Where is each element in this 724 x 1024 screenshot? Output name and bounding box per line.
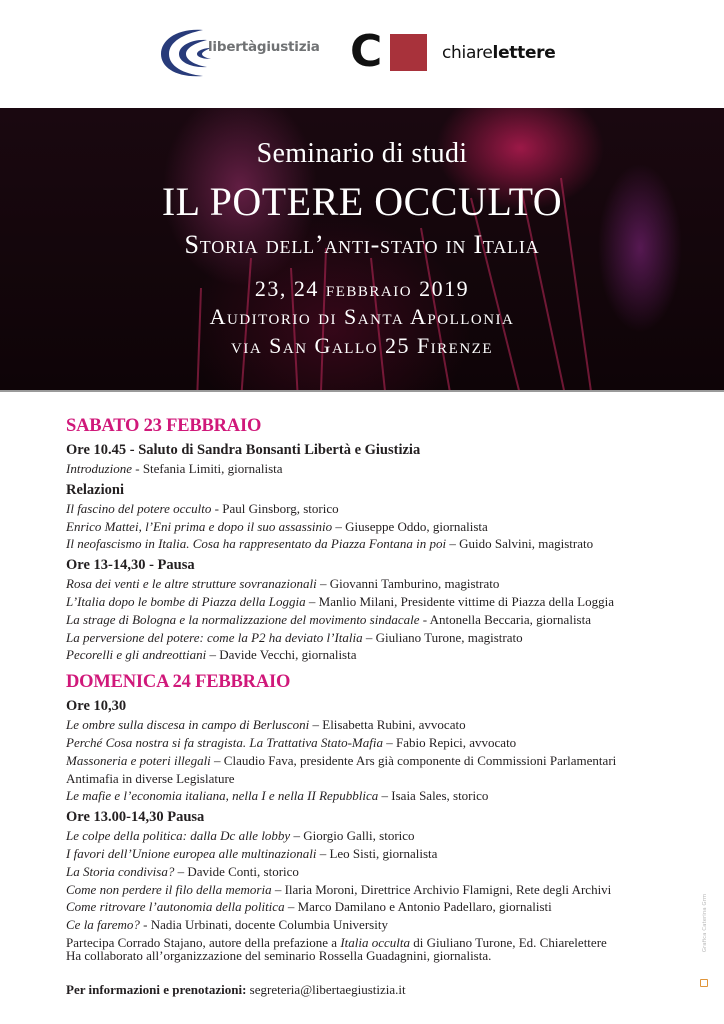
designer-logo-icon <box>700 979 708 987</box>
chiarelettere-square-icon <box>390 34 427 71</box>
chiarelettere-wordmark: chiarelettere <box>442 43 556 63</box>
program-closing-note: Partecipa Corrado Stajano, autore della prefazione a Italia occulta di Giuliano Turone, Ed. Chiarelettere <box>66 934 607 950</box>
program-item: Rosa dei venti e le altre strutture sovranazionali – Giovanni Tamburino, magistrato <box>66 576 500 592</box>
program-item: La perversione del potere: come la P2 ha deviato l’Italia – Giuliano Turone, magistrato <box>66 629 523 645</box>
libertagiustizia-wordmark: libertàgiustizia <box>208 39 320 55</box>
hero-banner <box>0 108 724 390</box>
libertagiustizia-logo <box>157 26 337 80</box>
program-item: La strage di Bologna e la normalizzazione del movimento sindacale - Antonella Beccaria, giornalista <box>66 611 591 627</box>
slot-heading: Ore 13.00-14,30 Pausa <box>66 809 205 826</box>
chiarelettere-mark: C <box>350 26 381 77</box>
program-item: Come non perdere il filo della memoria – Ilaria Moroni, Direttrice Archivio Flamigni, Rete degli Archivi <box>66 881 612 897</box>
event-subtitle: Storia dell’anti-stato in Italia <box>184 230 540 259</box>
day-heading-sunday: DOMENICA 24 FEBBRAIO <box>66 672 291 693</box>
program-item: Ce la faremo? - Nadia Urbinati, docente Columbia University <box>66 917 388 933</box>
slot-heading: Ore 13-14,30 - Pausa <box>66 557 195 574</box>
contact-label: Per informazioni e prenotazioni: <box>66 982 247 997</box>
program-item: Le ombre sulla discesa in campo di Berlusconi – Elisabetta Rubini, avvocato <box>66 717 466 733</box>
program-item: Le mafie e l’economia italiana, nella I e nella II Repubblica – Isaia Sales, storico <box>66 788 489 804</box>
event-venue: Auditorio di Santa Apollonia <box>209 304 515 329</box>
program-item: Come ritrovare l’autonomia della politica – Marco Damilano e Antonio Padellaro, giornalisti <box>66 899 552 915</box>
program-item: I favori dell’Unione europea alle multinazionali – Leo Sisti, giornalista <box>66 845 438 861</box>
design-credit-text: Grafica Caterina Grm <box>702 893 708 953</box>
event-date: 23, 24 febbraio 2019 <box>254 276 470 301</box>
day-heading-saturday: SABATO 23 FEBBRAIO <box>66 416 262 436</box>
collaboration-note: Ha collaborato all’organizzazione del seminario Rossella Guadagnini, giornalista. <box>66 948 492 963</box>
program-item: Il neofascismo in Italia. Cosa ha rappresentato da Piazza Fontana in poi – Guido Salvini, magistrato <box>66 536 594 552</box>
program-item: Perché Cosa nostra si fa stragista. La Trattativa Stato-Mafia – Fabio Repici, avvocato <box>66 734 517 750</box>
event-title: IL POTERE OCCULTO <box>161 179 563 224</box>
program-item: Il fascino del potere occulto - Paul Ginsborg, storico <box>66 500 339 516</box>
contact-info <box>66 981 406 999</box>
program-item-continuation: Antimafia in diverse Legislature <box>66 770 235 786</box>
program-item: Le colpe della politica: dalla Dc alle lobby – Giorgio Galli, storico <box>66 828 415 844</box>
design-credit <box>697 880 711 990</box>
banner-divider <box>0 390 724 392</box>
program-item: Pecorelli e gli andreottiani – Davide Vecchi, giornalista <box>66 647 357 663</box>
slot-heading: Ore 10,30 <box>66 698 127 715</box>
program <box>66 414 686 952</box>
program-item: Introduzione - Stefania Limiti, giornalista <box>66 461 283 476</box>
program-item: Enrico Mattei, l’Eni prima e dopo il suo assassinio – Giuseppe Oddo, giornalista <box>66 518 488 534</box>
program-item: La Storia condivisa? – Davide Conti, storico <box>66 863 299 879</box>
slot-heading: Ore 10.45 - Saluto di Sandra Bonsanti Libertà e Giustizia <box>66 442 421 458</box>
event-type: Seminario di studi <box>256 138 468 169</box>
slot-heading: Relazioni <box>66 481 124 498</box>
chiarelettere-logo <box>350 26 580 77</box>
program-item: L’Italia dopo le bombe di Piazza della Loggia – Manlio Milani, Presidente vittime di Piazza della Loggia <box>66 593 614 609</box>
logo-header <box>0 0 724 105</box>
program-item: Massoneria e poteri illegali – Claudio Fava, presidente Ars già componente di Commissioni Parlamentari <box>66 752 617 768</box>
contact-email[interactable]: segreteria@libertaegiustizia.it <box>246 982 406 997</box>
event-address: via San Gallo 25 Firenze <box>231 333 493 358</box>
